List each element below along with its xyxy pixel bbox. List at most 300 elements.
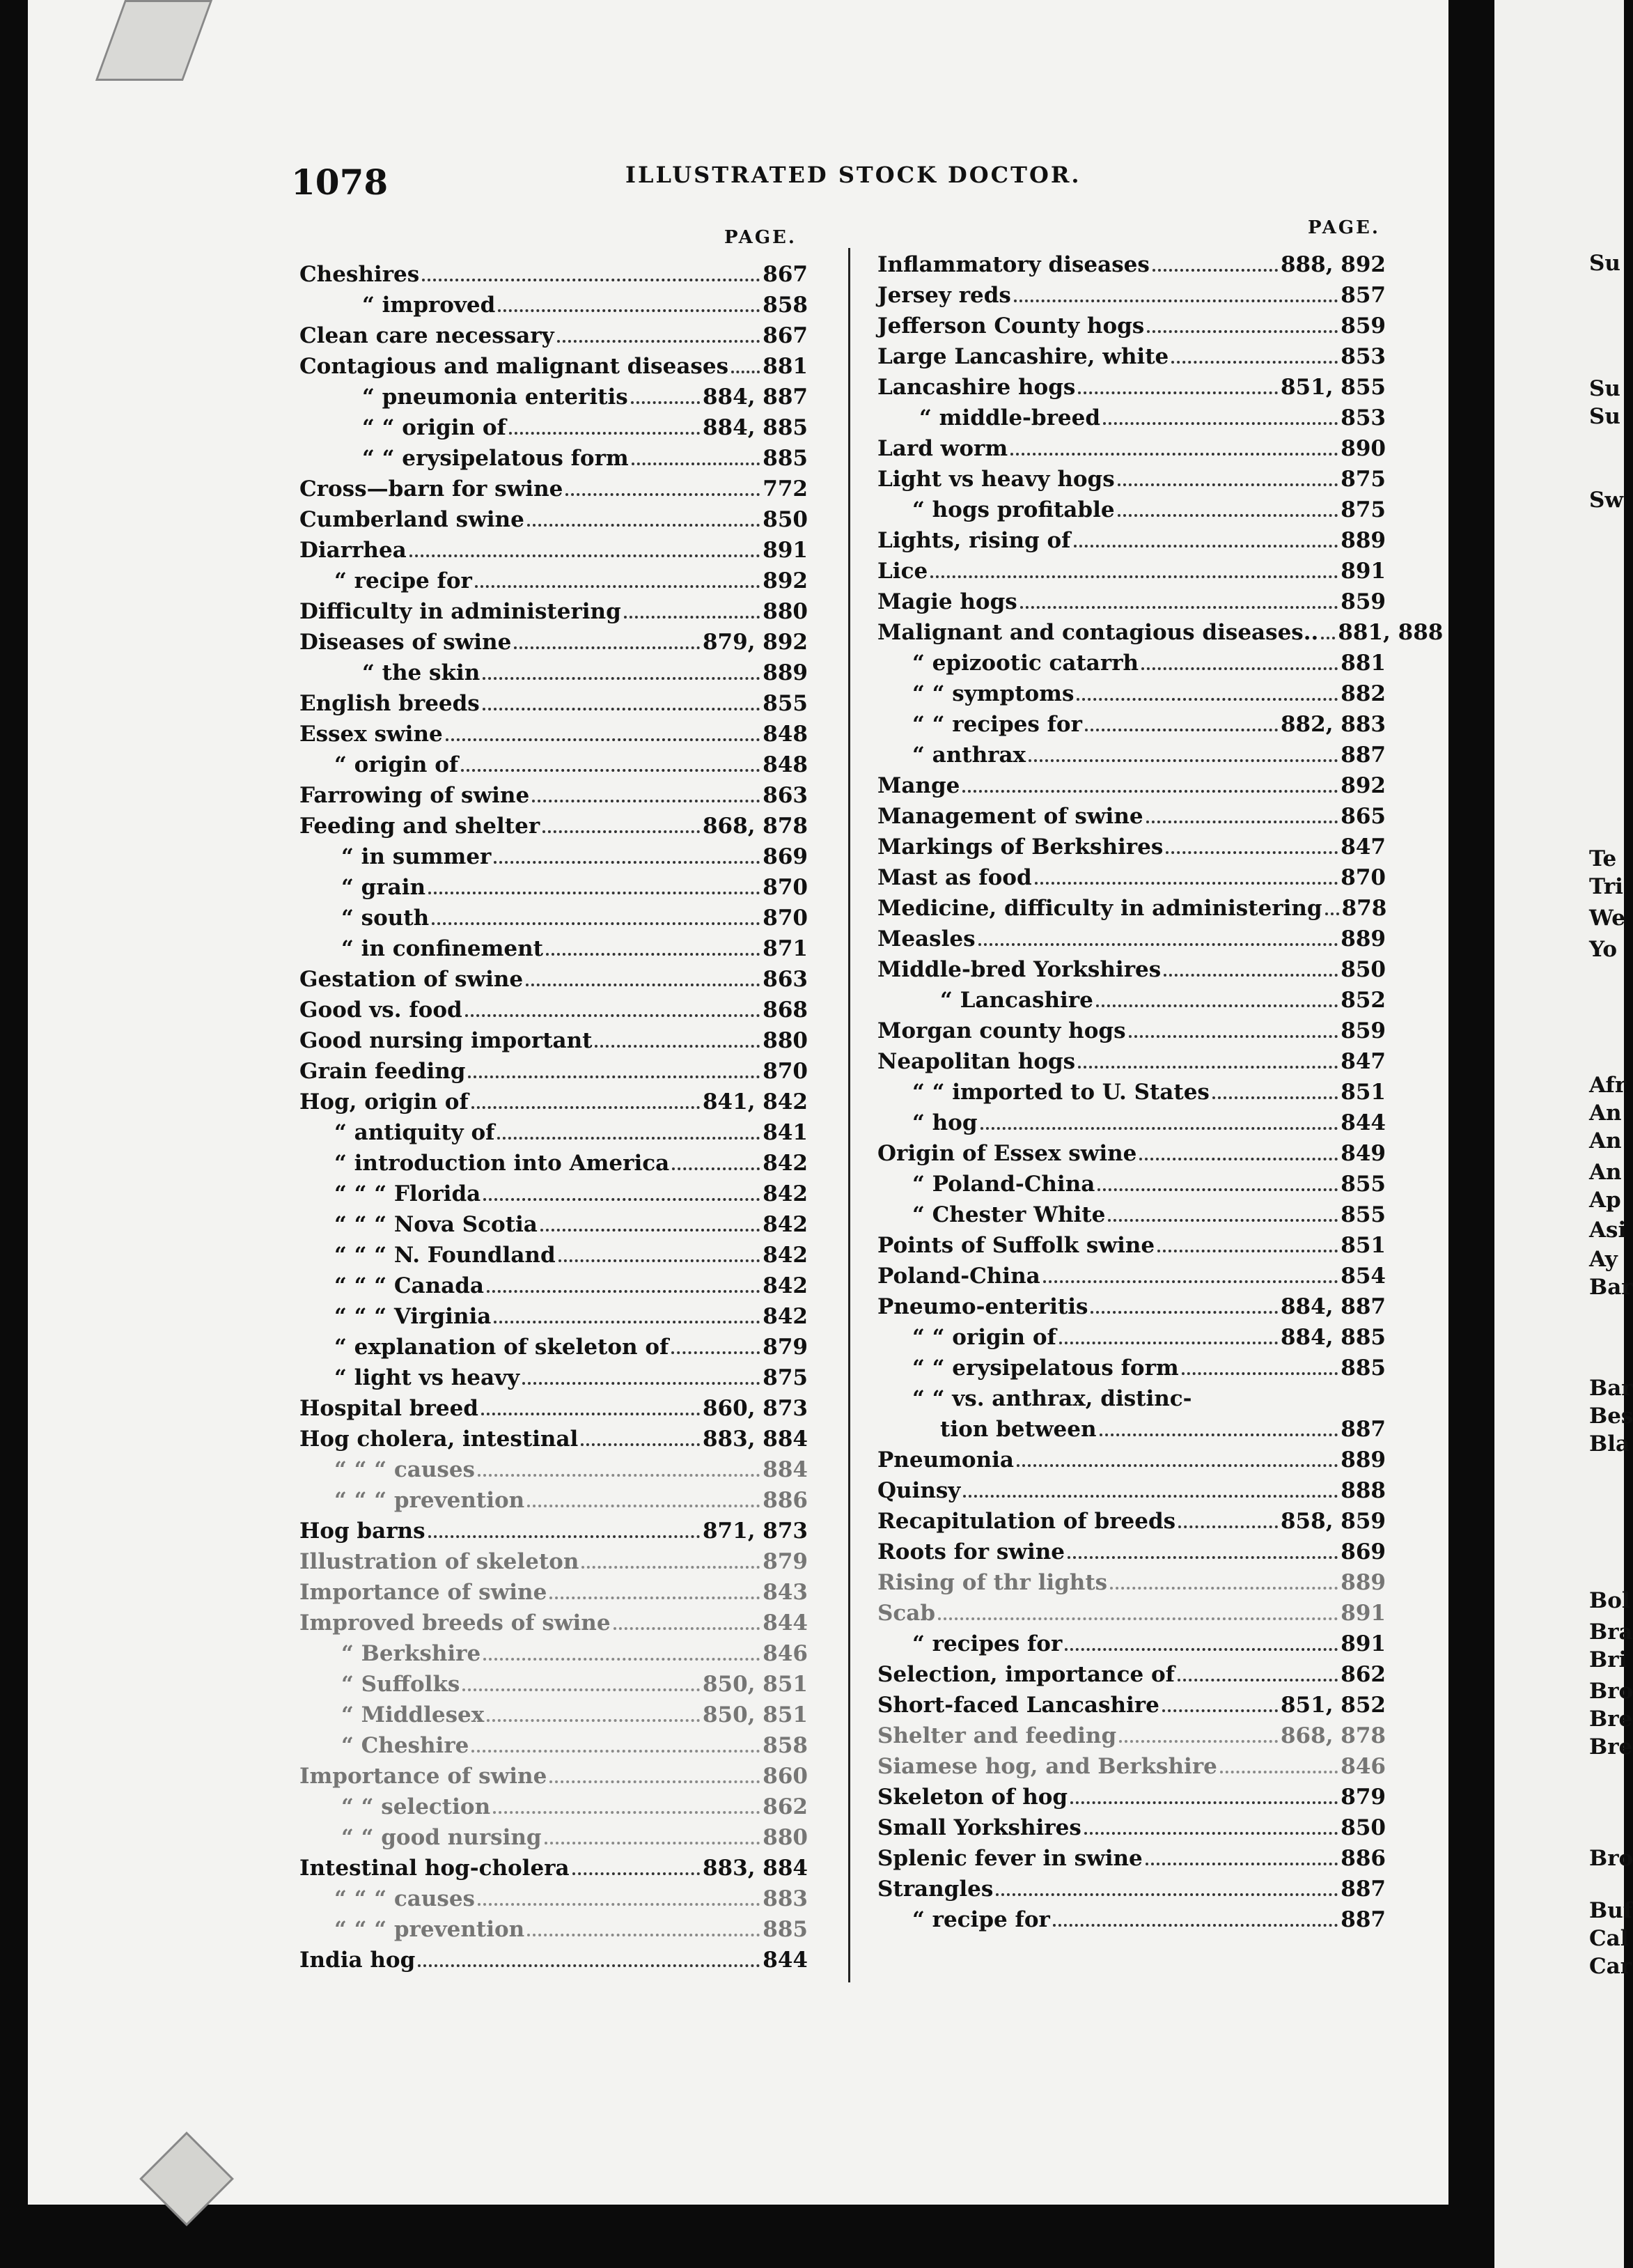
- index-entry: [877, 525, 1386, 556]
- dot-leader: [1100, 1434, 1338, 1436]
- entry-page-number: 851: [1341, 1080, 1386, 1105]
- dot-leader: [1164, 974, 1338, 977]
- index-entry: [877, 617, 1444, 648]
- dot-leader: [483, 1658, 760, 1661]
- adjacent-page-fragment: We: [1589, 906, 1626, 931]
- entry-label: Skeleton of hog: [877, 1785, 1068, 1810]
- entry-page-number: 889: [763, 660, 808, 685]
- index-entry: [877, 249, 1386, 280]
- entry-label: “ “ “ causes: [334, 1886, 475, 1911]
- index-entry: [877, 1843, 1386, 1874]
- index-entry: [877, 403, 1386, 433]
- entry-page-number: 884: [763, 1457, 808, 1482]
- adjacent-page-fragment: Te: [1589, 846, 1617, 871]
- entry-label: Good vs. food: [299, 997, 462, 1023]
- dot-leader: [481, 1413, 700, 1415]
- index-entry: [299, 320, 808, 351]
- entry-page-number: 857: [1341, 283, 1386, 308]
- entry-page-number: 892: [1341, 773, 1386, 798]
- dot-leader: [565, 493, 760, 496]
- index-entry: [877, 1690, 1386, 1721]
- dot-leader: [1097, 1188, 1338, 1191]
- entry-label: “ epizootic catarrh: [912, 651, 1139, 676]
- index-entry: [877, 1199, 1386, 1230]
- entry-page-number: 865: [1341, 804, 1386, 829]
- entry-label: Diseases of swine: [299, 630, 512, 655]
- dot-leader: [1118, 483, 1338, 486]
- index-entry: [877, 678, 1386, 709]
- adjacent-page-fragment: Sw: [1589, 488, 1624, 513]
- entry-page-number: 858, 859: [1280, 1509, 1386, 1534]
- entry-label: “ “ good nursing: [341, 1825, 542, 1850]
- entry-label: “ explanation of skeleton of: [334, 1335, 669, 1360]
- dot-leader: [1220, 1771, 1338, 1773]
- entry-label: “ improved: [362, 293, 496, 318]
- adjacent-page-fragment: Bra: [1589, 1620, 1633, 1645]
- dot-leader: [462, 1688, 700, 1691]
- entry-label: “ pneumonia enteritis: [362, 385, 628, 410]
- dot-leader: [542, 830, 700, 833]
- dot-leader: [1171, 361, 1338, 364]
- index-entry: [299, 995, 808, 1025]
- page-corner-mount: [95, 0, 212, 81]
- dot-leader: [478, 1474, 760, 1477]
- dot-leader: [595, 1045, 760, 1048]
- dot-leader: [1043, 1280, 1338, 1283]
- entry-page-number: 842: [763, 1151, 808, 1176]
- entry-page-number: 868, 878: [702, 814, 808, 839]
- dot-leader: [1078, 1066, 1338, 1069]
- entry-page-number: 860, 873: [702, 1396, 808, 1421]
- index-entry: [299, 964, 808, 995]
- entry-label: Cross—barn for swine: [299, 476, 563, 502]
- entry-page-number: 890: [1341, 436, 1386, 461]
- entry-page-number: 854: [1341, 1264, 1386, 1289]
- index-entry: [877, 1383, 1386, 1414]
- entry-label: “ hog: [912, 1110, 978, 1135]
- page-gutter: [1476, 0, 1494, 2268]
- index-entry: [877, 1169, 1386, 1199]
- dot-leader: [483, 677, 760, 680]
- dot-leader: [1091, 1311, 1278, 1314]
- entry-page-number: 886: [763, 1488, 808, 1513]
- dot-leader: [498, 309, 760, 312]
- column-heading-right: PAGE.: [1308, 217, 1380, 238]
- adjacent-page-fragment: Afr: [1589, 1073, 1627, 1098]
- entry-page-number: 885: [763, 1917, 808, 1942]
- adjacent-page-fragment: Bro: [1589, 1679, 1633, 1704]
- dot-leader: [581, 1566, 760, 1569]
- entry-label: Malignant and contagious diseases..: [877, 620, 1319, 645]
- entry-label: Hog, origin of: [299, 1089, 469, 1114]
- dot-leader: [1110, 1587, 1338, 1590]
- index-entry: [877, 1659, 1386, 1690]
- index-entry: [299, 1546, 808, 1577]
- dot-leader: [671, 1351, 760, 1354]
- entry-page-number: 883: [763, 1886, 808, 1911]
- dot-leader: [483, 1198, 760, 1201]
- entry-label: Roots for swine: [877, 1539, 1065, 1564]
- entry-label: tion between: [940, 1417, 1097, 1442]
- dot-leader: [432, 922, 760, 925]
- dot-leader: [1077, 698, 1338, 701]
- entry-page-number: 870: [763, 1059, 808, 1084]
- index-entry: [299, 443, 808, 474]
- dot-leader: [478, 1903, 760, 1906]
- dot-leader: [1212, 1096, 1338, 1099]
- entry-page-number: 867: [763, 323, 808, 348]
- adjacent-page-fragment: Ap: [1589, 1188, 1621, 1213]
- entry-label: Mast as food: [877, 865, 1032, 890]
- entry-page-number: 891: [1341, 1631, 1386, 1656]
- entry-page-number: 883, 884: [702, 1427, 808, 1452]
- entry-label: Grain feeding: [299, 1059, 466, 1084]
- index-entry: [299, 719, 808, 749]
- entry-label: “ “ imported to U. States: [912, 1080, 1210, 1105]
- entry-page-number: 851, 852: [1280, 1693, 1386, 1718]
- entry-page-number: 853: [1341, 344, 1386, 369]
- entry-page-number: 879: [1341, 1785, 1386, 1810]
- dot-leader: [614, 1627, 760, 1630]
- entry-label: “ light vs heavy: [334, 1365, 520, 1390]
- entry-label: Cheshires: [299, 262, 420, 287]
- entry-page-number: 869: [1341, 1539, 1386, 1564]
- entry-page-number: 842: [763, 1304, 808, 1329]
- dot-leader: [930, 575, 1338, 578]
- index-entry: [877, 709, 1386, 740]
- dot-leader: [1068, 1556, 1338, 1559]
- index-entry: [877, 1230, 1386, 1261]
- index-entry: [877, 1629, 1386, 1659]
- entry-page-number: 852: [1341, 988, 1386, 1013]
- entry-label: “ in summer: [341, 844, 492, 869]
- entry-page-number: 847: [1341, 1049, 1386, 1074]
- adjacent-page-fragment: Bro: [1589, 1846, 1633, 1871]
- index-entry: [299, 290, 808, 320]
- index-entry: [299, 351, 808, 382]
- entry-page-number: 887: [1341, 1417, 1386, 1442]
- entry-page-number: 887: [1341, 1907, 1386, 1932]
- entry-label: “ recipe for: [912, 1907, 1050, 1932]
- index-entry: [299, 1393, 808, 1424]
- dot-leader: [1162, 1709, 1278, 1712]
- entry-page-number: 887: [1341, 1877, 1386, 1902]
- dot-leader: [428, 1535, 700, 1538]
- entry-page-number: 859: [1341, 589, 1386, 614]
- entry-label: Mange: [877, 773, 960, 798]
- adjacent-page-fragment: Su: [1589, 404, 1620, 429]
- index-entry: [299, 1945, 808, 1975]
- entry-page-number: 879, 892: [702, 630, 808, 655]
- dot-leader: [1084, 1832, 1338, 1835]
- dot-leader: [1166, 851, 1338, 854]
- dot-leader: [1325, 912, 1339, 915]
- entry-label: Lancashire hogs: [877, 375, 1076, 400]
- adjacent-page-fragment: Bre: [1589, 1707, 1633, 1732]
- dot-leader: [522, 1382, 760, 1385]
- dot-leader: [546, 953, 760, 956]
- adjacent-page-fragment: An: [1589, 1160, 1622, 1185]
- entry-page-number: 859: [1341, 313, 1386, 339]
- entry-label: “ Chester White: [912, 1202, 1106, 1227]
- index-entry: [299, 1117, 808, 1148]
- entry-label: Large Lancashire, white: [877, 344, 1169, 369]
- adjacent-page-fragment: Asi: [1589, 1218, 1627, 1243]
- entry-page-number: 889: [1341, 528, 1386, 553]
- index-entry: [877, 648, 1386, 678]
- entry-label: “ Lancashire: [940, 988, 1093, 1013]
- entry-label: “ Berkshire: [341, 1641, 481, 1666]
- dot-leader: [1065, 1648, 1338, 1651]
- entry-label: Good nursing important: [299, 1028, 593, 1053]
- dot-leader: [1321, 637, 1335, 639]
- entry-page-number: 868, 878: [1280, 1723, 1386, 1748]
- index-entry: [877, 1108, 1386, 1138]
- entry-page-number: 843: [763, 1580, 808, 1605]
- entry-label: “ Middlesex: [341, 1702, 485, 1727]
- entry-label: “ “ “ Virginia: [334, 1304, 492, 1329]
- index-entry: [877, 1016, 1386, 1046]
- index-entry: [299, 1424, 808, 1454]
- dot-leader: [572, 1872, 700, 1875]
- index-entry: [877, 1567, 1386, 1598]
- entry-page-number: 882, 883: [1280, 712, 1386, 737]
- index-entry: [877, 341, 1386, 372]
- dot-leader: [1182, 1372, 1338, 1375]
- index-entry: [877, 1414, 1386, 1445]
- dot-leader: [1178, 1679, 1338, 1681]
- index-entry: [299, 1025, 808, 1056]
- index-entry: [299, 1087, 808, 1117]
- entry-page-number: 859: [1341, 1018, 1386, 1043]
- entry-page-number: 884, 885: [702, 415, 808, 440]
- entry-page-number: 885: [1341, 1356, 1386, 1381]
- entry-label: Short-faced Lancashire: [877, 1693, 1159, 1718]
- entry-label: Management of swine: [877, 804, 1143, 829]
- entry-page-number: 884, 887: [702, 385, 808, 410]
- entry-label: “ in confinement: [341, 936, 544, 961]
- entry-label: “ Poland-China: [912, 1172, 1095, 1197]
- index-entry: [299, 903, 808, 933]
- index-entry: [877, 893, 1386, 924]
- dot-leader: [1020, 606, 1338, 609]
- dot-leader: [978, 943, 1338, 946]
- index-entry: [877, 556, 1386, 587]
- index-entry: [299, 1792, 808, 1822]
- entry-label: Contagious and malignant diseases: [299, 354, 729, 379]
- index-entry: [877, 1445, 1386, 1475]
- index-entry: [877, 770, 1386, 801]
- adjacent-page-fragment: Bes: [1589, 1404, 1633, 1429]
- entry-page-number: 878: [1341, 896, 1387, 921]
- entry-label: “ anthrax: [912, 743, 1026, 768]
- entry-label: Intestinal hog-cholera: [299, 1856, 570, 1881]
- dot-leader: [1139, 1158, 1338, 1160]
- entry-label: “ Cheshire: [341, 1733, 469, 1758]
- entry-page-number: 875: [1341, 467, 1386, 492]
- entry-label: Illustration of skeleton: [299, 1549, 579, 1574]
- entry-page-number: 844: [763, 1948, 808, 1973]
- index-entry: [299, 1761, 808, 1792]
- entry-label: “ “ “ causes: [334, 1457, 475, 1482]
- index-entry: [877, 1812, 1386, 1843]
- index-entry: [877, 1291, 1386, 1322]
- index-entry: [877, 862, 1386, 893]
- entry-label: Gestation of swine: [299, 967, 524, 992]
- entry-page-number: 851: [1341, 1233, 1386, 1258]
- dot-leader: [731, 371, 760, 373]
- index-entry: [299, 1608, 808, 1638]
- dot-leader: [494, 861, 760, 864]
- index-entry: [877, 1904, 1386, 1935]
- entry-page-number: 879: [763, 1335, 808, 1360]
- entry-label: “ “ “ Florida: [334, 1181, 481, 1206]
- entry-label: Jersey reds: [877, 283, 1011, 308]
- index-entry: [299, 596, 808, 627]
- entry-page-number: 881, 888: [1338, 620, 1444, 645]
- entry-label: Poland-China: [877, 1264, 1040, 1289]
- dot-leader: [1108, 1219, 1338, 1222]
- running-head: ILLUSTRATED STOCK DOCTOR.: [625, 162, 1081, 188]
- dot-leader: [428, 892, 760, 894]
- index-entry: [299, 1240, 808, 1271]
- entry-page-number: 887: [1341, 743, 1386, 768]
- dot-leader: [527, 524, 760, 527]
- index-entry: [299, 504, 808, 535]
- dot-leader: [1029, 759, 1338, 762]
- entry-page-number: 844: [1341, 1110, 1386, 1135]
- dot-leader: [1157, 1250, 1338, 1252]
- dot-leader: [1053, 1924, 1338, 1927]
- dot-leader: [938, 1617, 1338, 1620]
- entry-page-number: 891: [763, 538, 808, 563]
- dot-leader: [497, 1137, 760, 1140]
- dot-leader: [532, 800, 760, 802]
- entry-label: “ “ origin of: [362, 415, 506, 440]
- dot-leader: [465, 1014, 760, 1017]
- entry-page-number: 883, 884: [702, 1856, 808, 1881]
- index-entry: [299, 933, 808, 964]
- dot-leader: [672, 1167, 760, 1170]
- entry-label: India hog: [299, 1948, 416, 1973]
- index-entry: [877, 832, 1386, 862]
- dot-leader: [527, 1505, 760, 1507]
- entry-page-number: 863: [763, 967, 808, 992]
- entry-label: “ “ recipes for: [912, 712, 1082, 737]
- dot-leader: [581, 1443, 700, 1446]
- dot-leader: [624, 616, 760, 619]
- entry-label: “ hogs profitable: [912, 497, 1115, 522]
- entry-label: Importance of swine: [299, 1764, 547, 1789]
- entry-label: “ “ erysipelatous form: [912, 1356, 1179, 1381]
- entry-page-number: 880: [763, 1825, 808, 1850]
- entry-page-number: 885: [763, 446, 808, 471]
- entry-label: Lights, rising of: [877, 528, 1071, 553]
- entry-label: “ origin of: [334, 752, 459, 777]
- entry-label: Hog barns: [299, 1519, 425, 1544]
- index-entry: [877, 372, 1386, 403]
- dot-leader: [493, 1811, 760, 1814]
- index-entry: [299, 1179, 808, 1209]
- index-entry: [877, 1138, 1386, 1169]
- entry-label: “ grain: [341, 875, 426, 900]
- entry-label: Rising of thr lights: [877, 1570, 1108, 1595]
- index-entry: [877, 740, 1386, 770]
- entry-label: Middle-bred Yorkshires: [877, 957, 1162, 982]
- entry-page-number: 881: [763, 354, 808, 379]
- adjacent-page-fragment: Bri: [1589, 1647, 1627, 1672]
- dot-leader: [980, 1127, 1338, 1130]
- index-entry: [299, 872, 808, 903]
- dot-leader: [963, 1495, 1338, 1498]
- dot-leader: [1141, 667, 1338, 670]
- index-entry: [877, 1046, 1386, 1077]
- index-entry: [299, 474, 808, 504]
- dot-leader: [422, 279, 760, 281]
- index-entry: [299, 1638, 808, 1669]
- entry-page-number: 869: [763, 844, 808, 869]
- dot-leader: [468, 1075, 760, 1078]
- entry-page-number: 882: [1341, 681, 1386, 706]
- entry-page-number: 855: [1341, 1202, 1386, 1227]
- dot-leader: [1035, 882, 1338, 885]
- adjacent-page-fragment: Buf: [1589, 1898, 1633, 1923]
- dot-leader: [418, 1964, 760, 1967]
- entry-page-number: 842: [763, 1212, 808, 1237]
- index-entry: [877, 1475, 1386, 1506]
- dot-leader: [471, 1106, 700, 1109]
- entry-page-number: 870: [1341, 865, 1386, 890]
- entry-page-number: 846: [1341, 1754, 1386, 1779]
- adjacent-page-fragment: An: [1589, 1128, 1622, 1154]
- entry-page-number: 888: [1341, 1478, 1386, 1503]
- entry-label: Hog cholera, intestinal: [299, 1427, 579, 1452]
- entry-page-number: 868: [763, 997, 808, 1023]
- entry-page-number: 850: [1341, 957, 1386, 982]
- index-entry: [877, 1506, 1386, 1537]
- dot-leader: [509, 432, 700, 435]
- adjacent-page-fragment: Su: [1589, 251, 1620, 276]
- dot-leader: [1118, 514, 1338, 517]
- index-entry: [877, 954, 1386, 985]
- dot-leader: [1178, 1525, 1278, 1528]
- index-entry: [299, 811, 808, 841]
- index-entry: [299, 1822, 808, 1853]
- entry-page-number: 842: [763, 1243, 808, 1268]
- entry-label: “ “ “ Nova Scotia: [334, 1212, 538, 1237]
- index-entry: [299, 1209, 808, 1240]
- entry-label: Morgan county hogs: [877, 1018, 1126, 1043]
- index-entry: [299, 1516, 808, 1546]
- index-entry: [877, 433, 1386, 464]
- index-entry: [299, 259, 808, 290]
- dot-leader: [1070, 1801, 1338, 1804]
- entry-label: Feeding and shelter: [299, 814, 540, 839]
- entry-label: Medicine, difficulty in administering: [877, 896, 1322, 921]
- entry-page-number: 889: [1341, 926, 1386, 952]
- entry-label: “ “ “ Canada: [334, 1273, 485, 1298]
- entry-page-number: 848: [763, 722, 808, 747]
- page-number: 1078: [291, 162, 389, 203]
- dot-leader: [1010, 453, 1338, 456]
- dot-leader: [549, 1780, 760, 1783]
- entry-label: “ “ erysipelatous form: [362, 446, 629, 471]
- entry-page-number: 841, 842: [702, 1089, 808, 1114]
- index-entry: [299, 1700, 808, 1730]
- entry-page-number: 886: [1341, 1846, 1386, 1871]
- entry-label: “ south: [341, 906, 430, 931]
- dot-leader: [526, 984, 760, 986]
